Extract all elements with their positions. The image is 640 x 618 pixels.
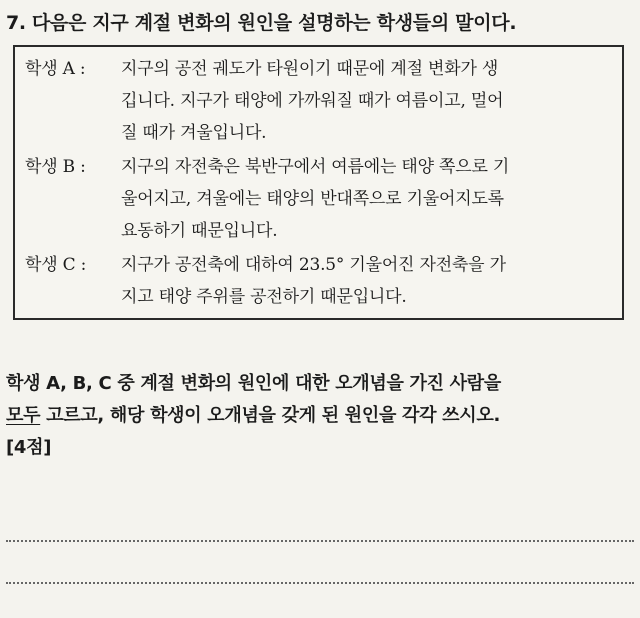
- student-a-line-3: 질 때가 겨울입니다.: [121, 123, 267, 143]
- student-b-line-2: 울어지고, 겨울에는 태양의 반대쪽으로 기울어지도록: [121, 189, 504, 209]
- student-a-line-2: 깁니다. 지구가 태양에 가까워질 때가 여름이고, 멀어: [121, 91, 504, 111]
- student-b-line-1: 지구의 자전축은 북반구에서 여름에는 태양 쪽으로 기: [121, 157, 510, 177]
- points-label: [4점]: [6, 437, 52, 458]
- student-a-statement: [25, 53, 615, 149]
- task-line-1: 학생 A, B, C 중 계절 변화의 원인에 대한 오개념을 가진 사람을: [6, 373, 501, 394]
- student-c-line-1: 지구가 공전축에 대하여 23.5° 기울어진 자전축을 가: [121, 255, 506, 275]
- question-text: 다음은 지구 계절 변화의 원인을 설명하는 학생들의 말이다.: [31, 12, 517, 34]
- answer-line[interactable]: [6, 582, 634, 584]
- task-emphasis-all: 모두: [6, 405, 41, 426]
- task-instruction: [6, 368, 636, 464]
- student-b-statement: [25, 151, 615, 247]
- student-c-label: 학생 C :: [25, 255, 87, 275]
- answer-line[interactable]: [6, 540, 634, 542]
- question-header: [6, 8, 636, 35]
- student-a-line-1: 지구의 공전 궤도가 타원이기 때문에 계절 변화가 생: [121, 59, 499, 79]
- task-line-2: 고르고, 해당 학생이 오개념을 갖게 된 원인을 각각 쓰시오.: [40, 405, 500, 426]
- student-c-statement: [25, 249, 615, 313]
- student-b-line-3: 요동하기 때문입니다.: [121, 221, 278, 241]
- question-number: 7.: [6, 12, 26, 34]
- student-a-label: 학생 A :: [25, 59, 86, 79]
- student-c-line-2: 지고 태양 주위를 공전하기 때문입니다.: [121, 287, 407, 307]
- student-b-label: 학생 B :: [25, 157, 86, 177]
- student-statements-box: [13, 45, 624, 320]
